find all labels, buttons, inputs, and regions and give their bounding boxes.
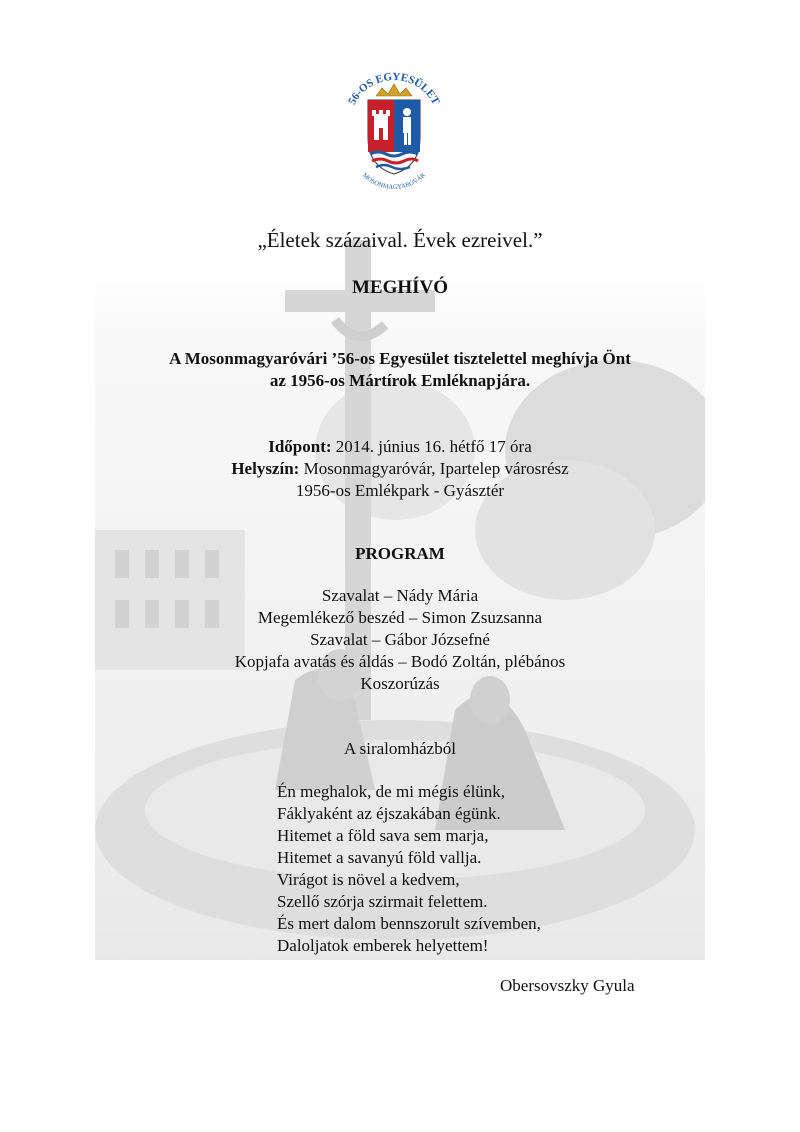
program-item: Szavalat – Gábor Józsefné — [310, 630, 490, 649]
event-details — [0, 436, 800, 502]
poem-line: És mert dalom bennszorult szívemben, — [277, 914, 541, 933]
poem-author: Obersovszky Gyula — [500, 976, 635, 995]
program-item: Megemlékező beszéd – Simon Zsuzsanna — [257, 608, 543, 627]
program-list — [0, 585, 800, 695]
poem-body — [277, 781, 541, 957]
place-line-2: 1956-os Emlékpark - Gyásztér — [295, 481, 505, 500]
logo-bottom-text: MOSONMAGYARÓVÁR — [361, 171, 427, 191]
time-label: Időpont: — [268, 437, 332, 456]
poem-line: Hitemet a föld sava sem marja, — [277, 826, 489, 845]
page-title: MEGHÍVÓ — [351, 277, 449, 298]
logo-arc-text: 56-OS EGYESÜLET — [346, 70, 442, 107]
poem-line: Virágot is növel a kedvem, — [277, 870, 460, 889]
poem-line: Fáklyaként az éjszakában égünk. — [277, 804, 501, 823]
poem-title: A siralomházból — [344, 739, 456, 758]
motto: „Életek százaival. Évek ezreivel.” — [257, 228, 543, 252]
program-item: Szavalat – Nády Mária — [321, 586, 479, 605]
poem-line: Én meghalok, de mi mégis élünk, — [277, 782, 506, 801]
program-item: Koszorúzás — [360, 674, 440, 693]
invitation-line: A Mosonmagyaróvári ’56-os Egyesület tisztelettel meghívja Önt — [169, 349, 631, 368]
poem-line: Szellő szórja szirmait felettem. — [277, 892, 488, 911]
poem-line: Daloljatok emberek helyettem! — [277, 936, 489, 955]
place-label: Helyszín: — [231, 459, 300, 478]
program-title: PROGRAM — [355, 544, 445, 563]
place-value: Mosonmagyaróvár, Ipartelep városrész — [299, 459, 569, 478]
poem-line: Hitemet a savanyú föld vallja. — [277, 848, 482, 867]
invitation-line: az 1956-os Mártírok Emléknapjára. — [269, 371, 531, 390]
time-value: 2014. június 16. hétfő 17 óra — [331, 437, 532, 456]
invitation-text — [0, 348, 800, 392]
place-row — [0, 458, 800, 480]
time-row — [0, 436, 800, 458]
program-item: Kopjafa avatás és áldás – Bodó Zoltán, plébános — [234, 652, 566, 671]
association-logo — [332, 66, 456, 196]
